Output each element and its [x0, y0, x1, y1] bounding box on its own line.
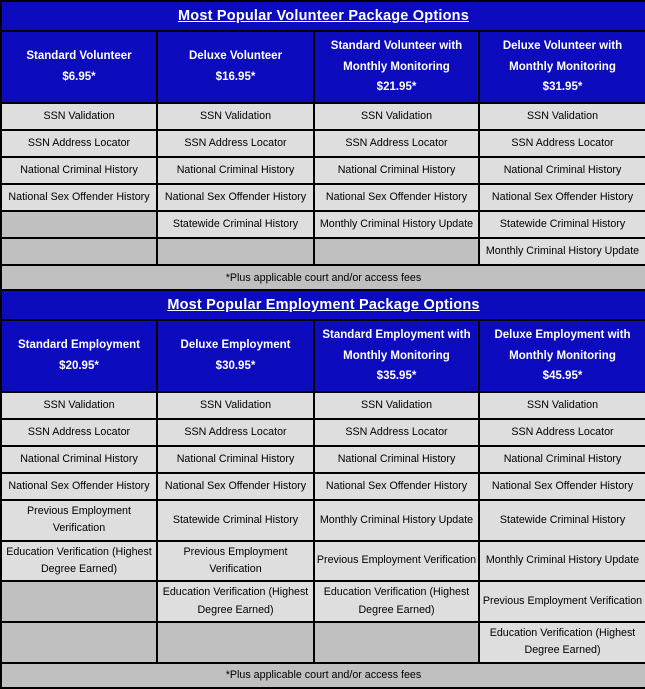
employment-section-title: Most Popular Employment Package Options — [167, 297, 480, 314]
package-header-deluxe-volunteer — [157, 31, 314, 103]
feature-cell: Previous Employment Verification — [314, 541, 479, 582]
package-name: Deluxe Volunteer — [188, 50, 283, 63]
feature-cell: SSN Validation — [314, 392, 479, 419]
package-name: Standard Employment with Monthly Monitoring — [322, 329, 471, 362]
feature-cell: SSN Validation — [1, 103, 157, 130]
feature-cell: National Sex Offender History — [157, 184, 314, 211]
package-header-standard-volunteer-monitoring — [314, 31, 479, 103]
feature-cell: SSN Validation — [479, 392, 645, 419]
feature-cell: SSN Address Locator — [157, 419, 314, 446]
feature-cell: National Sex Offender History — [479, 473, 645, 500]
feature-cell — [1, 238, 157, 265]
table-row — [1, 392, 645, 419]
package-name: Deluxe Volunteer with Monthly Monitoring — [502, 40, 623, 73]
feature-cell — [1, 622, 157, 663]
package-price: $31.95* — [542, 81, 583, 94]
feature-cell — [157, 622, 314, 663]
package-price: $35.95* — [376, 370, 417, 383]
employment-section-title-cell — [1, 290, 645, 320]
package-price: $16.95* — [215, 71, 256, 84]
package-price: $6.95* — [62, 71, 96, 84]
feature-cell: National Criminal History — [314, 157, 479, 184]
feature-cell: Monthly Criminal History Update — [479, 238, 645, 265]
employment-package-header-row — [1, 320, 645, 392]
package-header-deluxe-employment-monitoring — [479, 320, 645, 392]
package-name: Deluxe Employment with Monthly Monitoring — [494, 329, 631, 362]
feature-cell — [314, 622, 479, 663]
feature-cell: SSN Address Locator — [479, 130, 645, 157]
volunteer-footnote-row — [1, 265, 645, 290]
table-row — [1, 184, 645, 211]
feature-cell: Monthly Criminal History Update — [314, 211, 479, 238]
table-row — [1, 419, 645, 446]
feature-cell: SSN Address Locator — [1, 419, 157, 446]
feature-cell: National Sex Offender History — [1, 473, 157, 500]
screen-edge-artifact — [0, 658, 2, 667]
feature-cell: National Criminal History — [157, 446, 314, 473]
feature-cell: SSN Validation — [1, 392, 157, 419]
table-row — [1, 130, 645, 157]
feature-cell: SSN Address Locator — [1, 130, 157, 157]
package-name: Deluxe Employment — [180, 339, 291, 352]
volunteer-section-title-cell — [1, 1, 645, 31]
table-row — [1, 622, 645, 663]
feature-cell: National Criminal History — [314, 446, 479, 473]
feature-cell: Statewide Criminal History — [479, 500, 645, 541]
feature-cell: SSN Validation — [479, 103, 645, 130]
table-row — [1, 541, 645, 582]
feature-cell: SSN Validation — [157, 103, 314, 130]
table-row — [1, 103, 645, 130]
feature-cell: Previous Employment Verification — [479, 581, 645, 622]
feature-cell: Education Verification (Highest Degree Earned) — [1, 541, 157, 582]
feature-cell — [314, 238, 479, 265]
package-price: $20.95* — [59, 360, 99, 373]
feature-cell: Education Verification (Highest Degree Earned) — [157, 581, 314, 622]
feature-cell: SSN Address Locator — [314, 419, 479, 446]
package-header-deluxe-volunteer-monitoring — [479, 31, 645, 103]
table-row — [1, 211, 645, 238]
feature-cell: Monthly Criminal History Update — [479, 541, 645, 582]
feature-cell — [1, 581, 157, 622]
feature-cell: Monthly Criminal History Update — [314, 500, 479, 541]
feature-cell: National Sex Offender History — [1, 184, 157, 211]
feature-cell: National Sex Offender History — [314, 473, 479, 500]
package-price: $45.95* — [542, 370, 583, 383]
employment-section-banner — [1, 290, 645, 320]
package-name: Standard Employment — [17, 339, 141, 352]
feature-cell: SSN Validation — [314, 103, 479, 130]
footnote: *Plus applicable court and/or access fees — [1, 663, 645, 688]
package-header-standard-employment-monitoring — [314, 320, 479, 392]
feature-cell — [1, 211, 157, 238]
package-name: Standard Volunteer with Monthly Monitoring — [330, 40, 463, 73]
feature-cell: National Criminal History — [1, 446, 157, 473]
feature-cell: National Criminal History — [1, 157, 157, 184]
feature-cell: Previous Employment Verification — [157, 541, 314, 582]
package-price: $30.95* — [215, 360, 256, 373]
feature-cell: Statewide Criminal History — [479, 211, 645, 238]
table-row — [1, 473, 645, 500]
feature-cell: SSN Address Locator — [157, 130, 314, 157]
feature-cell: Education Verification (Highest Degree Earned) — [479, 622, 645, 663]
feature-cell: National Sex Offender History — [479, 184, 645, 211]
package-price: $21.95* — [376, 81, 417, 94]
feature-cell: Previous Employment Verification — [1, 500, 157, 541]
table-row — [1, 157, 645, 184]
feature-cell: National Sex Offender History — [157, 473, 314, 500]
package-header-standard-volunteer — [1, 31, 157, 103]
feature-cell: National Criminal History — [479, 157, 645, 184]
volunteer-package-header-row — [1, 31, 645, 103]
feature-cell: SSN Validation — [157, 392, 314, 419]
feature-cell: Education Verification (Highest Degree Earned) — [314, 581, 479, 622]
feature-cell: Statewide Criminal History — [157, 211, 314, 238]
package-header-standard-employment — [1, 320, 157, 392]
table-row — [1, 238, 645, 265]
table-row — [1, 446, 645, 473]
footnote: *Plus applicable court and/or access fees — [1, 265, 645, 290]
feature-cell: SSN Address Locator — [479, 419, 645, 446]
feature-cell: National Criminal History — [479, 446, 645, 473]
feature-cell — [157, 238, 314, 265]
feature-cell: SSN Address Locator — [314, 130, 479, 157]
volunteer-section-title: Most Popular Volunteer Package Options — [178, 8, 469, 24]
feature-cell: National Criminal History — [157, 157, 314, 184]
feature-cell: Statewide Criminal History — [157, 500, 314, 541]
package-header-deluxe-employment — [157, 320, 314, 392]
package-name: Standard Volunteer — [26, 50, 132, 63]
table-row — [1, 500, 645, 541]
feature-cell: National Sex Offender History — [314, 184, 479, 211]
volunteer-section-banner — [1, 1, 645, 31]
table-row — [1, 581, 645, 622]
